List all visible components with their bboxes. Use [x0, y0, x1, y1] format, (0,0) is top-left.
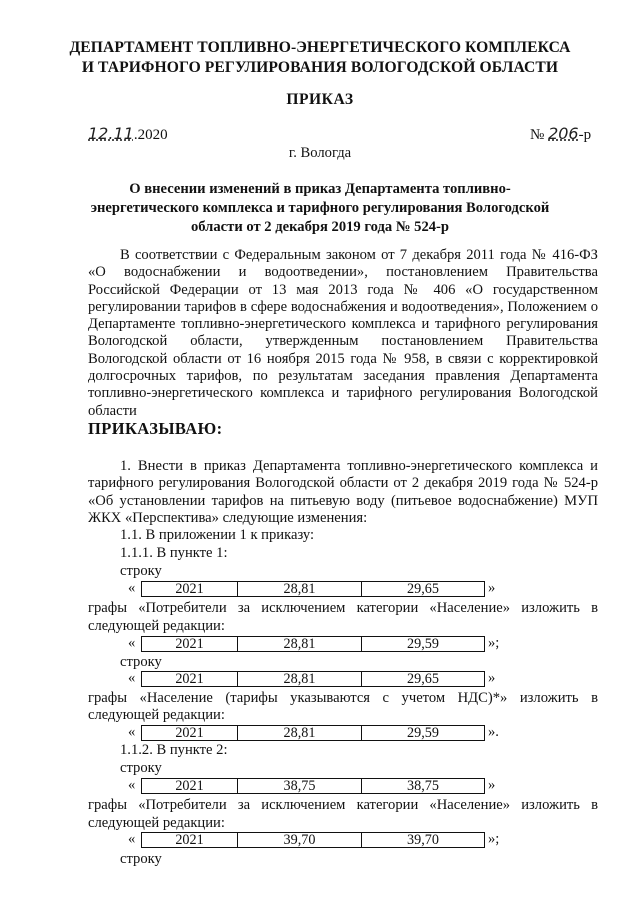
order-number — [530, 124, 591, 144]
quote-open: « — [128, 670, 136, 686]
cell-year: 2021 — [141, 778, 238, 794]
cell-year: 2021 — [141, 725, 238, 741]
quote-close-period: ». — [488, 724, 499, 740]
quote-close-semicolon: »; — [488, 831, 500, 847]
new-edition-2: следующей редакции: — [88, 707, 225, 723]
department-line-2: И ТАРИФНОГО РЕГУЛИРОВАНИЯ ВОЛОГОДСКОЙ ОБЛАСТИ — [81, 59, 559, 76]
department-line-1: ДЕПАРТАМЕНТ ТОПЛИВНО-ЭНЕРГЕТИЧЕСКОГО КОМПЛЕКСА — [69, 39, 571, 56]
cell-value-2: 29,65 — [362, 581, 485, 597]
cell-value-1: 28,81 — [238, 725, 362, 741]
command-word: ПРИКАЗЫВАЮ: — [88, 419, 223, 438]
cell-year: 2021 — [141, 832, 238, 848]
cell-year: 2021 — [141, 636, 238, 652]
quote-close: » — [488, 777, 496, 793]
quote-open: « — [128, 580, 136, 596]
cell-value-1: 28,81 — [238, 671, 362, 687]
document-type: ПРИКАЗ — [286, 91, 354, 108]
cell-value-2: 29,59 — [362, 636, 485, 652]
word-row-2: строку — [120, 654, 162, 670]
quote-open: « — [128, 831, 136, 847]
cell-value-1: 28,81 — [238, 636, 362, 652]
column-text-1: графы «Потребители за исключением категории «Население» изложить в — [88, 600, 598, 616]
quote-open: « — [128, 724, 136, 740]
subject-line-2: энергетического комплекса и тарифного регулирования Вологодской — [90, 200, 550, 216]
column-text-3: графы «Потребители за исключением категории «Население» изложить в — [88, 797, 598, 813]
new-edition-3: следующей редакции: — [88, 815, 225, 831]
number-sign: № — [530, 127, 545, 143]
word-row-1: строку — [120, 563, 162, 579]
cell-value-2: 39,70 — [362, 832, 485, 848]
cell-value-2: 29,65 — [362, 671, 485, 687]
cell-value-1: 39,70 — [238, 832, 362, 848]
cell-year: 2021 — [141, 671, 238, 687]
cell-value-1: 38,75 — [238, 778, 362, 794]
subject-line-3: области от 2 декабря 2019 года № 524-р — [190, 219, 450, 235]
number-suffix: -р — [578, 127, 592, 143]
quote-close: » — [488, 670, 496, 686]
cell-value-2: 38,75 — [362, 778, 485, 794]
word-row-3: строку — [120, 760, 162, 776]
city: г. Вологда — [288, 145, 352, 161]
cell-value-1: 28,81 — [238, 581, 362, 597]
quote-close-semicolon: »; — [488, 635, 500, 651]
handwritten-date: 12.11 — [88, 124, 134, 143]
order-date — [88, 124, 168, 144]
date-year: .2020 — [133, 127, 168, 143]
word-row-4: строку — [120, 851, 162, 867]
department-header — [0, 38, 640, 78]
item-1-paragraph: 1. Внести в приказ Департамента топливно-энергетического комплекса и тарифного регулирования Вологодской области от 2 декабря 2019 года № 524-р «Об установлении тарифов на питьевую воду (питьевое водоснабжение) МУП ЖКХ «Перспектива» следующие изменения: — [88, 458, 598, 526]
item-1-1-2: 1.1.2. В пункте 2: — [120, 742, 228, 758]
cell-value-2: 29,59 — [362, 725, 485, 741]
order-subject — [0, 180, 640, 237]
quote-open: « — [128, 777, 136, 793]
quote-close: » — [488, 580, 496, 596]
quote-open: « — [128, 635, 136, 651]
column-text-2: графы «Население (тарифы указываются с учетом НДС)*» изложить в — [88, 690, 598, 706]
new-edition-1: следующей редакции: — [88, 618, 225, 634]
subject-line-1: О внесении изменений в приказ Департамента топливно- — [129, 181, 511, 197]
preamble-paragraph: В соответствии с Федеральным законом от 7 декабря 2011 года № 416-ФЗ «О водоснабжении и водоотведении», постановлением Правительства Российской Федерации от 13 мая 2013 года № 406 «О государственном регулировании тарифов в сфере водоснабжения и водоотведения», Положением о Департаменте топливно-энергетического комплекса и тарифного регулирования Вологодской области, утвержденным постановлением Правительства Вологодской области от 16 ноября 2015 года № 958, в связи с корректировкой долгосрочных тарифов, по результатам заседания правления Департамента топливно-энергетического комплекса и тарифного регулирования Вологодской области — [88, 247, 598, 419]
item-1-1: 1.1. В приложении 1 к приказу: — [120, 527, 315, 543]
item-1-1-1: 1.1.1. В пункте 1: — [120, 545, 228, 561]
cell-year: 2021 — [141, 581, 238, 597]
handwritten-number: 206 — [548, 124, 579, 143]
